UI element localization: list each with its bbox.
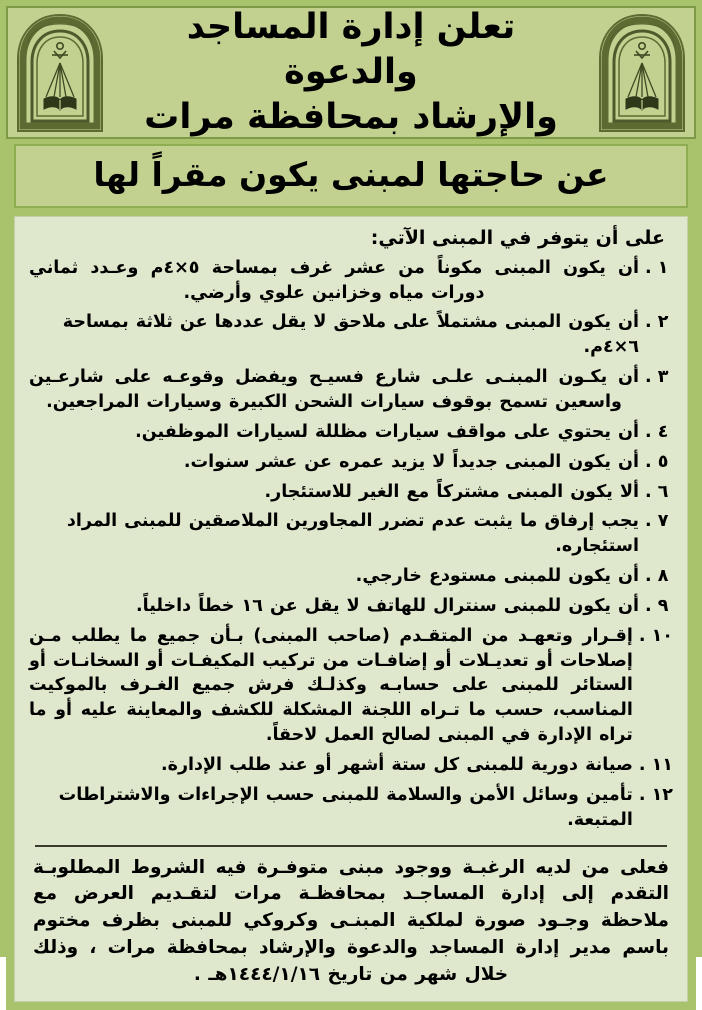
list-item-number: ١١ .: [638, 754, 673, 775]
header-title-line1: تعلن إدارة المساجد والدعوة: [186, 7, 516, 93]
list-item: [29, 594, 673, 619]
subtitle-banner-wrap: [6, 139, 696, 212]
list-item-number: ٥ .: [645, 451, 669, 472]
list-item: [29, 256, 673, 306]
page-title: [112, 6, 590, 139]
list-item-number: ١٢ .: [638, 784, 673, 805]
poster-header: [6, 6, 696, 139]
list-item-text: صيانة دورية للمبنى كل ستة أشهر أو عند طلب الإدارة.: [160, 754, 633, 775]
list-item-number: ٢ .: [645, 312, 669, 333]
list-item-number: ٧ .: [645, 511, 669, 532]
list-item: [29, 480, 673, 505]
list-item: [29, 509, 673, 559]
footer-divider: [35, 845, 667, 847]
list-item: [29, 564, 673, 589]
list-item: [29, 450, 673, 475]
list-item: [29, 365, 673, 415]
list-item-number: ٨ .: [645, 566, 669, 587]
list-item-text: أن يكـون المبنـى علـى شارع فسيـح ويفضل وقوعـه على شارعـين واسعين تسمح بوقوف سيارات الشحن الكبيرة وسيارات المراجعين.: [29, 367, 639, 413]
list-item-text: ألا يكون المبنى مشتركاً مع الغير للاستئجار.: [264, 481, 639, 502]
header-title-line2: والإرشاد بمحافظة مرات: [144, 96, 558, 137]
list-item-text: أن يكون المبنى مشتملاً على ملاحق لا يقل عددها عن ثلاثة بمساحة ٦×٤م.: [62, 312, 639, 358]
ministry-emblem-icon-left: [8, 11, 112, 135]
list-item-text: أن يكون المبنى مكوناً من عشر غرف بمساحة ٥×٤م وعـدد ثماني دورات مياه وخزانين علوي وأرضي.: [29, 257, 639, 303]
list-item-text: أن يحتوي على مواقف سيارات مظللة لسيارات الموظفين.: [135, 421, 639, 442]
list-item: [29, 624, 673, 748]
list-item: [29, 420, 673, 445]
list-item: [29, 753, 673, 778]
list-item-number: ٤ .: [645, 421, 669, 442]
list-item-number: ١٠ .: [638, 625, 673, 646]
list-item: [29, 783, 673, 833]
conditions-panel: [14, 216, 688, 1002]
list-item-text: تأمين وسائل الأمن والسلامة للمبنى حسب الإجراءات والاشتراطات المتبعة.: [58, 784, 633, 830]
ministry-emblem-icon-right: [590, 11, 694, 135]
body-wrap: [6, 212, 696, 1010]
list-item: [29, 310, 673, 360]
list-item-text: أن يكون المبنى جديداً لا يزيد عمره عن عشر سنوات.: [183, 451, 639, 472]
list-item-text: يجب إرفاق ما يثبت عدم تضرر المجاورين الملاصقين للمبنى المراد استئجاره.: [66, 511, 639, 557]
list-item-number: ٣ .: [645, 367, 669, 388]
footer-instructions: فعلى من لديه الرغبـة ووجود مبنى متوفـرة فيه الشروط المطلوبـة التقدم إلى إدارة المساجـد بمحافظـة مرات لتقـديم العرض مع ملاحظة وجـود صورة لملكية المبنـى وكروكي للمبنى بظرف مختوم باسم مدير إدارة المساجد والدعوة والإرشاد بمحافظة مرات ، وذلك خلال شهر من تاريخ ١٤٤٤/١/١٦هـ .: [33, 856, 669, 985]
list-item-text: إقـرار وتعهـد من المتقـدم (صاحب المبنى) بـأن جميع ما يطلب مـن إصلاحات أو تعديـلات أو إضافـات من تركيب المكيفـات أو السخانـات أو الستائر للمبنى على حسابـه وكذلـك فرش جميع الغـرف بالموكيت المناسب، حسب ما تـراه اللجنة المشكلة للكشف والمعاينة عليه أو ما تراه الإدارة في المبنى لصالح العمل لاحقاً.: [29, 625, 633, 746]
conditions-list: [29, 256, 673, 838]
subtitle-text: عن حاجتها لمبنى يكون مقراً لها: [93, 154, 609, 194]
list-item-text: أن يكون للمبنى مستودع خارجي.: [355, 566, 639, 587]
conditions-intro: على أن يتوفر في المبنى الآتي:: [370, 227, 665, 249]
subtitle-banner: [14, 144, 688, 208]
list-item-number: ٩ .: [645, 595, 669, 616]
list-item-number: ١ .: [645, 257, 669, 278]
list-item-text: أن يكون للمبنى سنترال للهاتف لا يقل عن ١٦ خطاً داخلياً.: [136, 595, 639, 616]
list-item-number: ٦ .: [645, 481, 669, 502]
